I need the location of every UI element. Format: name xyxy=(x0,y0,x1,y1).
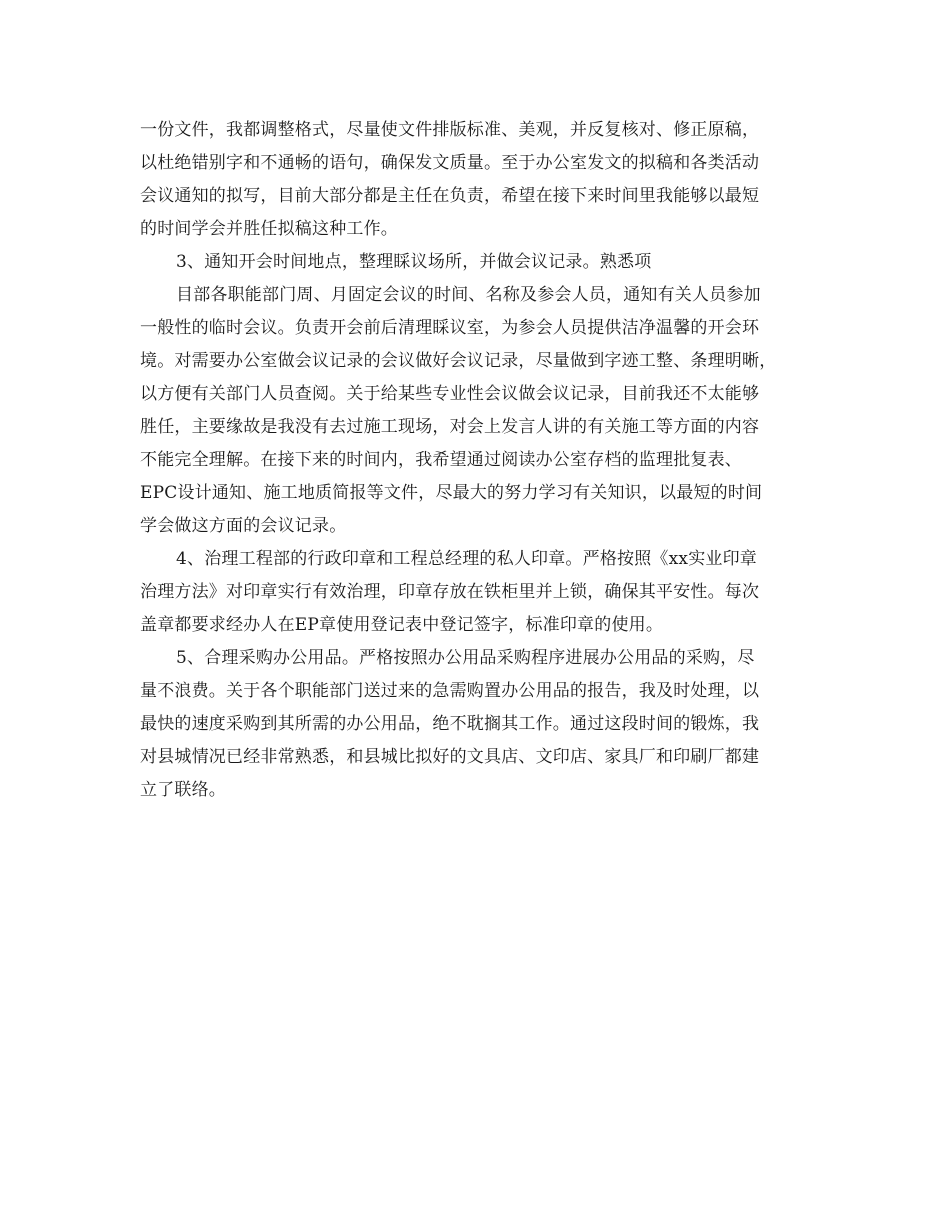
text-line: EPC设计通知、施工地质简报等文件，尽最大的努力学习有关知识，以最短的时间 xyxy=(140,483,763,503)
text-line: 会议通知的拟写，目前大部分都是主任在负责，希望在接下来时间里我能够以最短 xyxy=(140,186,760,206)
text-line: 目部各职能部门周、月固定会议的时间、名称及参会人员，通知有关人员参加 xyxy=(176,285,761,305)
text-line: 最快的速度采购到其所需的办公用品，绝不耽搁其工作。通过这段时间的锻炼，我 xyxy=(140,714,760,734)
text-line: 3、通知开会时间地点，整理睬议场所，并做会议记录。熟悉项 xyxy=(176,252,652,272)
text-line: 胜任，主要缘故是我没有去过施工现场，对会上发言人讲的有关施工等方面的内容 xyxy=(140,417,760,437)
text-line: 盖章都要求经办人在EP章使用登记表中登记签字，标准印章的使用。 xyxy=(140,615,664,635)
text-line: 对县城情况已经非常熟悉，和县城比拟好的文具店、文印店、家具厂和印刷厂都建 xyxy=(140,747,760,767)
text-line: 学会做这方面的会议记录。 xyxy=(140,516,347,536)
text-line: 4、治理工程部的行政印章和工程总经理的私人印章。严格按照《xx实业印章 xyxy=(176,549,757,569)
text-line: 治理方法》对印章实行有效治理，印章存放在铁柜里并上锁，确保其平安性。每次 xyxy=(140,582,760,602)
text-line: 的时间学会并胜任拟稿这种工作。 xyxy=(140,219,398,239)
text-line: 境。对需要办公室做会议记录的会议做好会议记录，尽量做到字迹工整、条理明晰， xyxy=(140,351,777,371)
text-line: 5、合理采购办公用品。严格按照办公用品采购程序进展办公用品的采购，尽 xyxy=(176,648,755,668)
text-line: 以杜绝错别字和不通畅的语句，确保发文质量。至于办公室发文的拟稿和各类活动 xyxy=(140,153,760,173)
text-line: 一般性的临时会议。负责开会前后清理睬议室，为参会人员提供洁净温馨的开会环 xyxy=(140,318,760,338)
text-line: 以方便有关部门人员查阅。关于给某些专业性会议做会议记录，目前我还不太能够 xyxy=(140,384,760,404)
text-line: 不能完全理解。在接下来的时间内，我希望通过阅读办公室存档的监理批复表、 xyxy=(140,450,742,470)
text-line: 一份文件，我都调整格式，尽量使文件排版标准、美观，并反复核对、修正原稿， xyxy=(140,120,760,140)
text-line: 立了联络。 xyxy=(140,780,226,800)
text-line: 量不浪费。关于各个职能部门送过来的急需购置办公用品的报告，我及时处理，以 xyxy=(140,681,760,701)
